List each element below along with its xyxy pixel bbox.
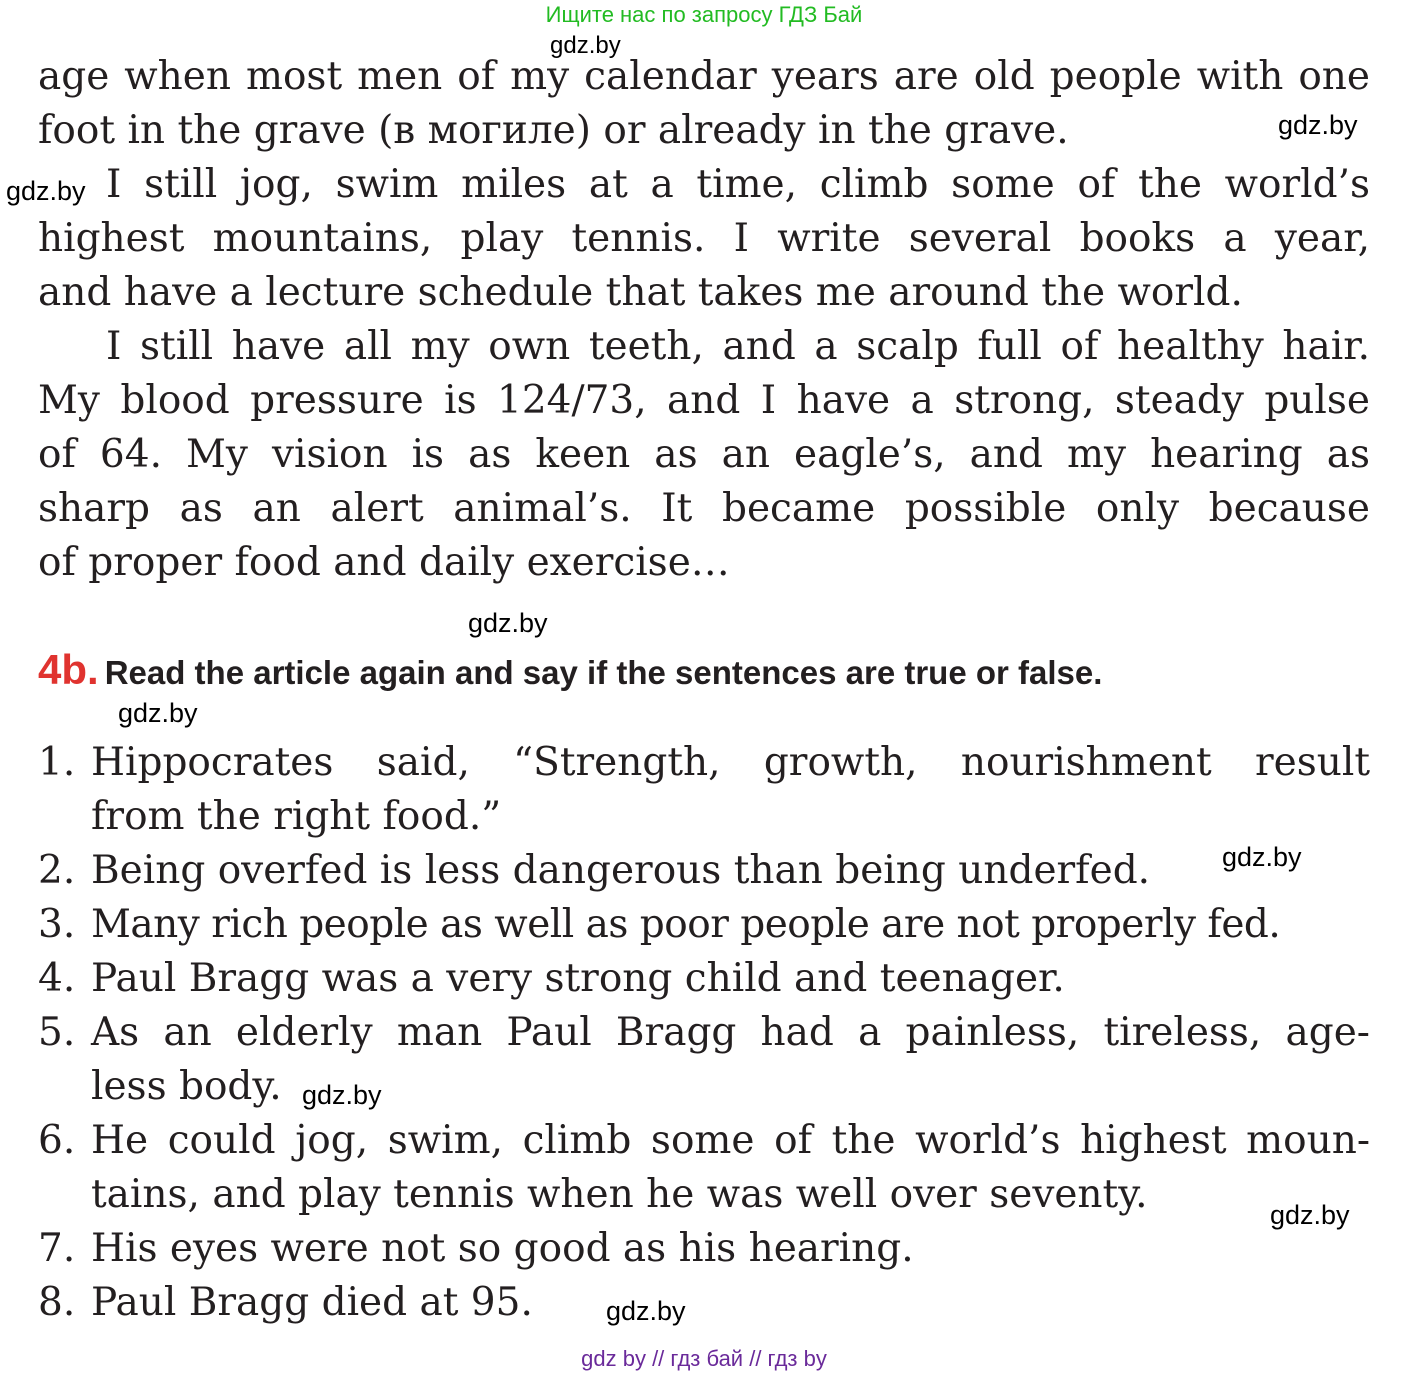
watermark: gdz.by bbox=[606, 1296, 686, 1326]
watermark: gdz.by bbox=[302, 1080, 382, 1110]
passage-line: highest mountains, play tennis. I write several books a year, bbox=[38, 216, 1370, 261]
item-text: His eyes were not so good as his hearing. bbox=[91, 1226, 914, 1271]
watermark: gdz.by bbox=[550, 32, 621, 59]
watermark: gdz.by bbox=[1222, 842, 1302, 872]
item-number: 6. bbox=[38, 1118, 76, 1163]
item-number: 7. bbox=[38, 1226, 76, 1271]
item-text: less body. bbox=[91, 1064, 282, 1109]
footer-links[interactable]: gdz by // гдз бай // гдз by bbox=[581, 1346, 827, 1371]
passage-line: and have a lecture schedule that takes me around the world. bbox=[38, 270, 1243, 315]
item-number: 5. bbox=[38, 1010, 76, 1055]
passage-line: foot in the grave (в могиле) or already in the grave. bbox=[38, 108, 1069, 153]
passage-line: My blood pressure is 124/73, and I have a strong, steady pulse bbox=[38, 378, 1370, 423]
item-number: 1. bbox=[38, 740, 76, 785]
item-number: 3. bbox=[38, 902, 76, 947]
item-number: 4. bbox=[38, 956, 76, 1001]
watermark: gdz.by bbox=[118, 698, 198, 728]
passage-line: age when most men of my calendar years are old people with one bbox=[38, 54, 1370, 99]
item-text: Paul Bragg was a very strong child and teenager. bbox=[91, 956, 1065, 1001]
passage-line: of 64. My vision is as keen as an eagle’s, and my hearing as bbox=[38, 432, 1370, 477]
watermark: gdz.by bbox=[1270, 1200, 1350, 1230]
task-instruction: Read the article again and say if the sentences are true or false. bbox=[104, 654, 1103, 691]
passage-line: I still jog, swim miles at a time, climb some of the world’s bbox=[106, 162, 1370, 207]
item-number: 2. bbox=[38, 848, 76, 893]
item-number: 8. bbox=[38, 1280, 76, 1325]
passage-line: I still have all my own teeth, and a scalp full of healthy hair. bbox=[106, 324, 1370, 369]
item-text: Paul Bragg died at 95. bbox=[91, 1280, 533, 1325]
item-text: As an elderly man Paul Bragg had a painless, tireless, age- bbox=[91, 1010, 1370, 1055]
watermark: gdz.by bbox=[468, 608, 548, 638]
watermark: gdz.by bbox=[6, 176, 86, 206]
task-number: 4b. bbox=[38, 646, 99, 693]
item-text: from the right food.” bbox=[91, 794, 502, 839]
top-banner[interactable]: Ищите нас по запросу ГДЗ Бай bbox=[545, 2, 863, 27]
item-text: He could jog, swim, climb some of the world’s highest moun- bbox=[91, 1118, 1370, 1163]
item-text: Being overfed is less dangerous than being underfed. bbox=[91, 848, 1151, 893]
item-text: Hippocrates said, “Strength, growth, nourishment result bbox=[91, 740, 1370, 785]
passage-line: sharp as an alert animal’s. It became possible only because bbox=[38, 486, 1370, 531]
watermark: gdz.by bbox=[1278, 110, 1358, 140]
passage-line: of proper food and daily exercise… bbox=[38, 540, 730, 585]
item-text: tains, and play tennis when he was well over seventy. bbox=[91, 1172, 1148, 1217]
task-heading bbox=[38, 646, 1378, 702]
item-text: Many rich people as well as poor people are not properly fed. bbox=[91, 902, 1281, 947]
